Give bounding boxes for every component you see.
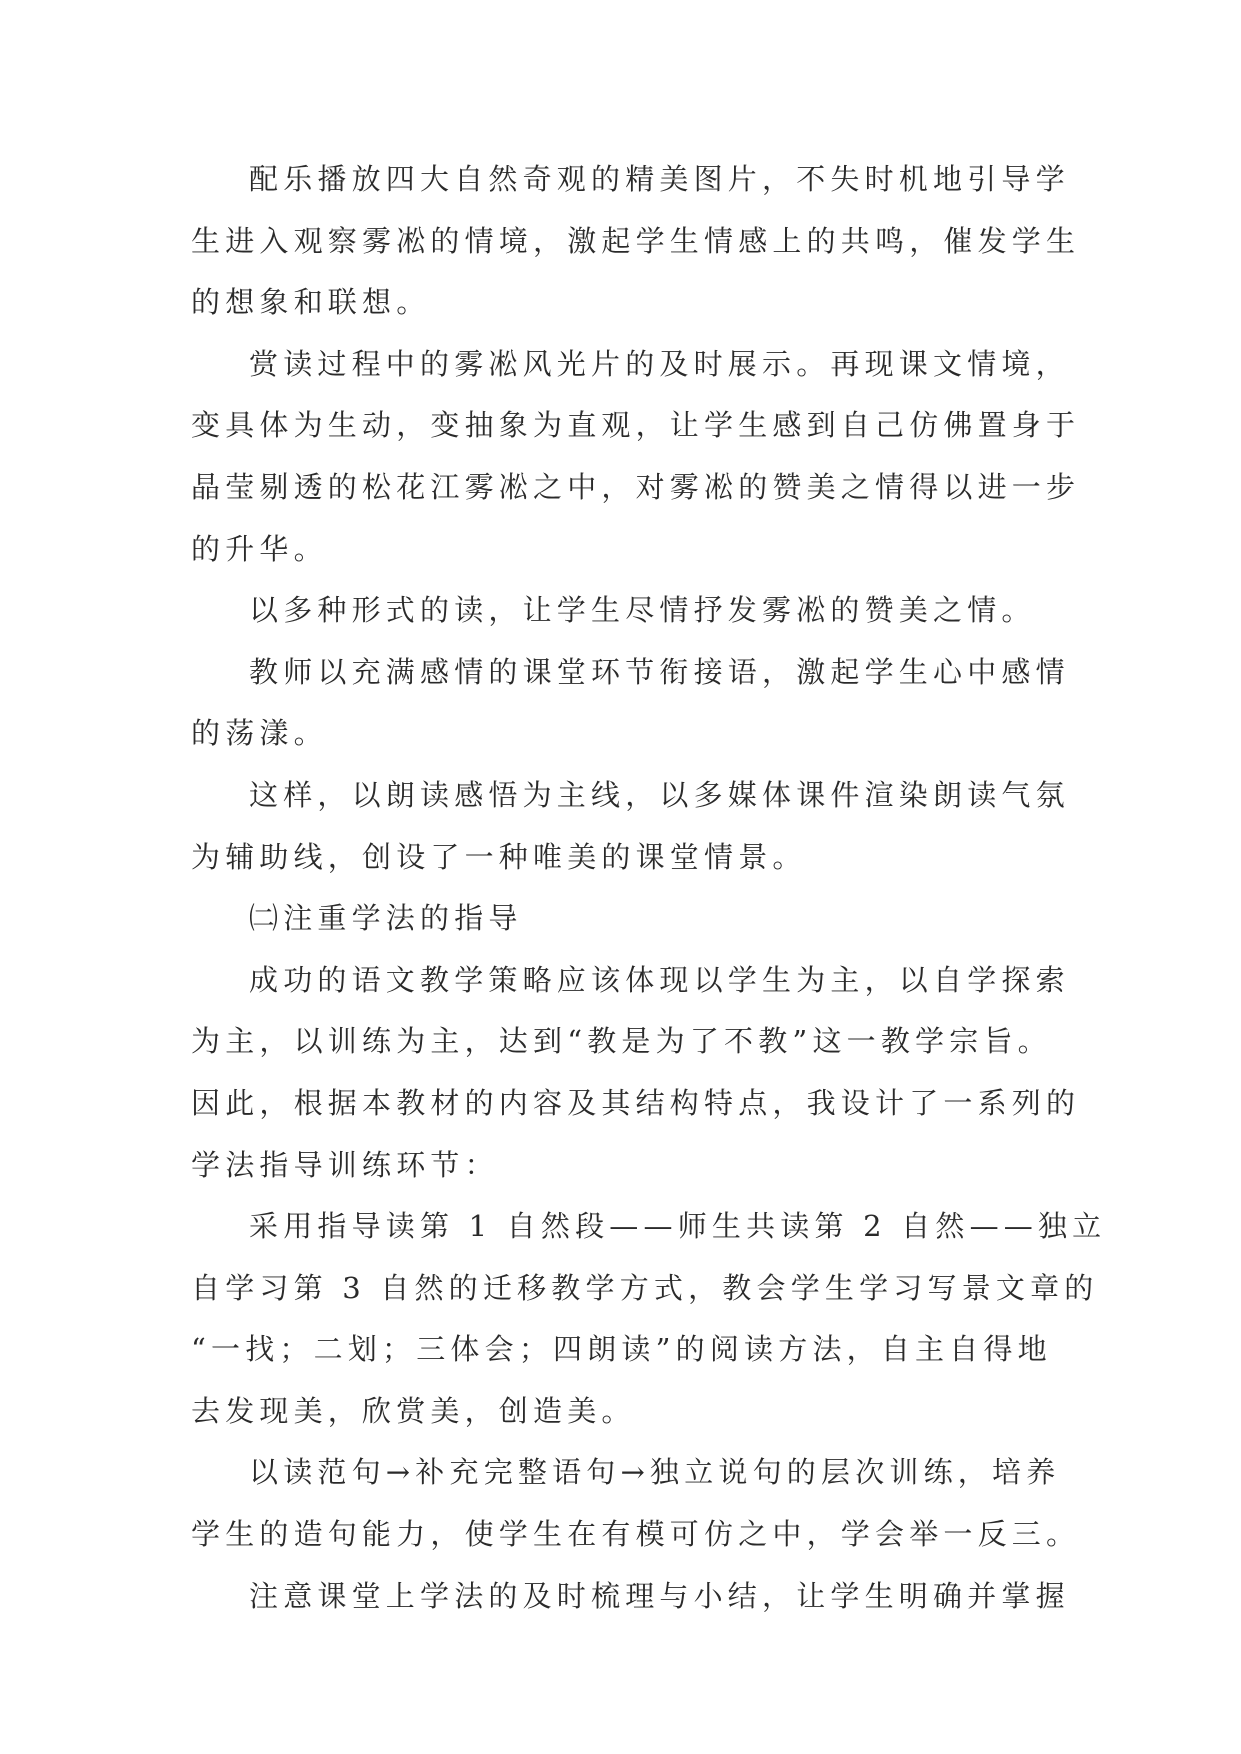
paragraph [191,1566,1070,1628]
text-line: 生进入观察雾凇的情境，激起学生情感上的共鸣，催发学生 [191,223,1081,258]
text-line: 的升华。 [191,531,328,566]
text-line: 为辅助线，创设了一种唯美的课堂情景。 [191,839,807,874]
text-line: 为主，以训练为主，达到“教是为了不教”这一教学宗旨。 [191,1024,1052,1059]
text-line: “一找；二划；三体会；四朗读”的阅读方法，自主自得地 [191,1332,1052,1367]
text-line: 赏读过程中的雾凇风光片的及时展示。再现课文情境， [249,346,1070,381]
paragraph [191,765,1070,888]
paragraph [191,580,1061,642]
document-body [191,149,1107,1627]
text-line: 学法指导训练环节： [191,1147,499,1182]
text-line: 学生的造句能力，使学生在有模可仿之中，学会举一反三。 [191,1517,1081,1552]
paragraph [191,149,1081,334]
paragraph [191,950,1081,1196]
text-line: 的想象和联想。 [191,285,431,320]
text-line: ㈡注重学法的指导 [249,901,523,936]
paragraph [191,1196,1107,1442]
text-line: 晶莹剔透的松花江雾凇之中，对雾凇的赞美之情得以进一步 [191,469,1081,504]
text-line: 的荡漾。 [191,716,328,751]
paragraph [191,1442,1081,1565]
text-line: 以读范句→补充完整语句→独立说句的层次训练，培养 [249,1455,1061,1490]
text-line: 采用指导读第 1 自然段——师生共读第 2 自然——独立 [249,1209,1107,1244]
text-line: 这样，以朗读感悟为主线，以多媒体课件渲染朗读气氛 [249,777,1070,812]
text-line: 自学习第 3 自然的迁移教学方式，教会学生学习写景文章的 [191,1270,1099,1305]
text-line: 注意课堂上学法的及时梳理与小结，让学生明确并掌握 [249,1578,1070,1613]
paragraph [191,642,1070,765]
paragraph [191,334,1081,580]
text-line: 因此，根据本教材的内容及其结构特点，我设计了一系列的 [191,1085,1081,1120]
section-heading [191,888,1061,950]
text-line: 变具体为生动，变抽象为直观，让学生感到自己仿佛置身于 [191,408,1081,443]
text-line: 成功的语文教学策略应该体现以学生为主，以自学探索 [249,962,1070,997]
text-line: 以多种形式的读，让学生尽情抒发雾凇的赞美之情。 [249,593,1036,628]
text-line: 配乐播放四大自然奇观的精美图片，不失时机地引导学 [249,162,1070,196]
text-line: 教师以充满感情的课堂环节衔接语，激起学生心中感情 [249,654,1070,689]
text-line: 去发现美，欣赏美，创造美。 [191,1393,636,1428]
